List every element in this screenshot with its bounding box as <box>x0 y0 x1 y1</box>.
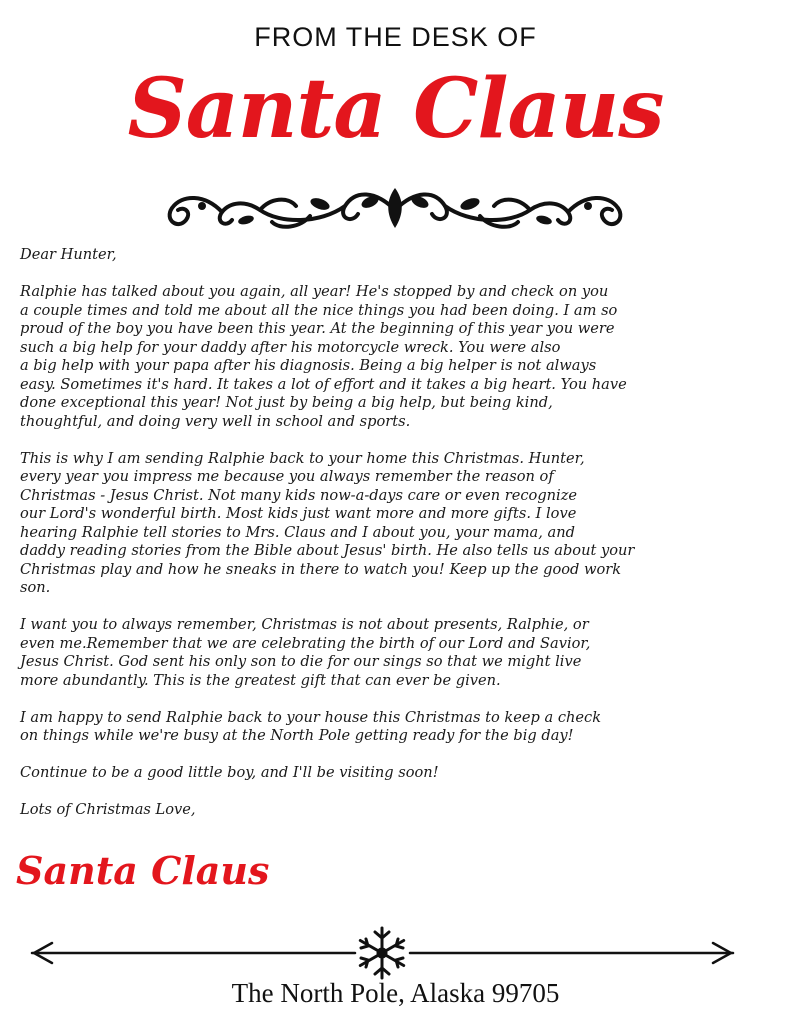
paragraph-line: every year you impress me because you always remember the reason of <box>20 468 554 485</box>
paragraph-line: our Lord's wonderful birth. Most kids just want more and more gifts. I love <box>20 505 577 522</box>
closing-line: Lots of Christmas Love, <box>20 801 196 818</box>
paragraph-line: Christmas - Jesus Christ. Not many kids now-a-days care or even recognize <box>20 486 578 504</box>
letter-body <box>20 246 772 820</box>
arrow-divider <box>30 926 735 984</box>
signature: Santa Claus <box>16 848 270 893</box>
ornamental-scroll-icon <box>160 180 630 236</box>
paragraph-line: easy. Sometimes it's hard. It takes a lot of effort and it takes a big heart. You have <box>20 375 627 393</box>
paragraph-line: Christmas play and how he sneaks in there to watch you! Keep up the good work <box>20 560 622 578</box>
paragraph-line: even me.Remember that we are celebrating the birth of our Lord and Savior, <box>20 634 591 652</box>
paragraph-line: on things while we're busy at the North Pole getting ready for the big day! <box>20 727 574 744</box>
paragraph-line: son. <box>20 579 51 596</box>
paragraph-line: Continue to be a good little boy, and I'll be visiting soon! <box>20 764 439 781</box>
paragraph-line: daddy reading stories from the Bible about Jesus' birth. He also tells us about your <box>20 542 635 559</box>
header-from-desk: FROM THE DESK OF <box>254 22 537 52</box>
paragraph-line: done exceptional this year! Not just by being a big help, but being kind, <box>20 394 553 411</box>
paragraph-line: Ralphie has talked about you again, all year! He's stopped by and check on you <box>20 283 609 300</box>
paragraph-line: a big help with your papa after his diagnosis. Being a big helper is not always <box>20 357 597 374</box>
address-line: The North Pole, Alaska 99705 <box>231 978 560 1008</box>
paragraph-line: more abundantly. This is the greatest gift that can ever be given. <box>20 671 501 689</box>
paragraph-line: a couple times and told me about all the nice things you had been doing. I am so <box>20 301 618 319</box>
salutation: Dear Hunter, <box>20 246 117 263</box>
paragraph-line: Jesus Christ. God sent his only son to die for our sings so that we might live <box>20 653 582 670</box>
paragraph-line: I want you to always remember, Christmas is not about presents, Ralphie, or <box>20 616 589 633</box>
paragraph-line: I am happy to send Ralphie back to your house this Christmas to keep a check <box>20 708 602 726</box>
paragraph-line: such a big help for your daddy after his motorcycle wreck. You were also <box>20 338 561 356</box>
paragraph-line: proud of the boy you have been this year. At the beginning of this year you were <box>20 320 615 337</box>
paragraph-line: hearing Ralphie tell stories to Mrs. Claus and I about you, your mama, and <box>20 523 575 541</box>
header-santa-claus-title: Santa Claus <box>127 61 664 157</box>
paragraph-line: This is why I am sending Ralphie back to your home this Christmas. Hunter, <box>20 449 585 467</box>
snowflake-icon <box>360 928 403 978</box>
paragraph-line: thoughtful, and doing very well in school and sports. <box>20 412 411 430</box>
